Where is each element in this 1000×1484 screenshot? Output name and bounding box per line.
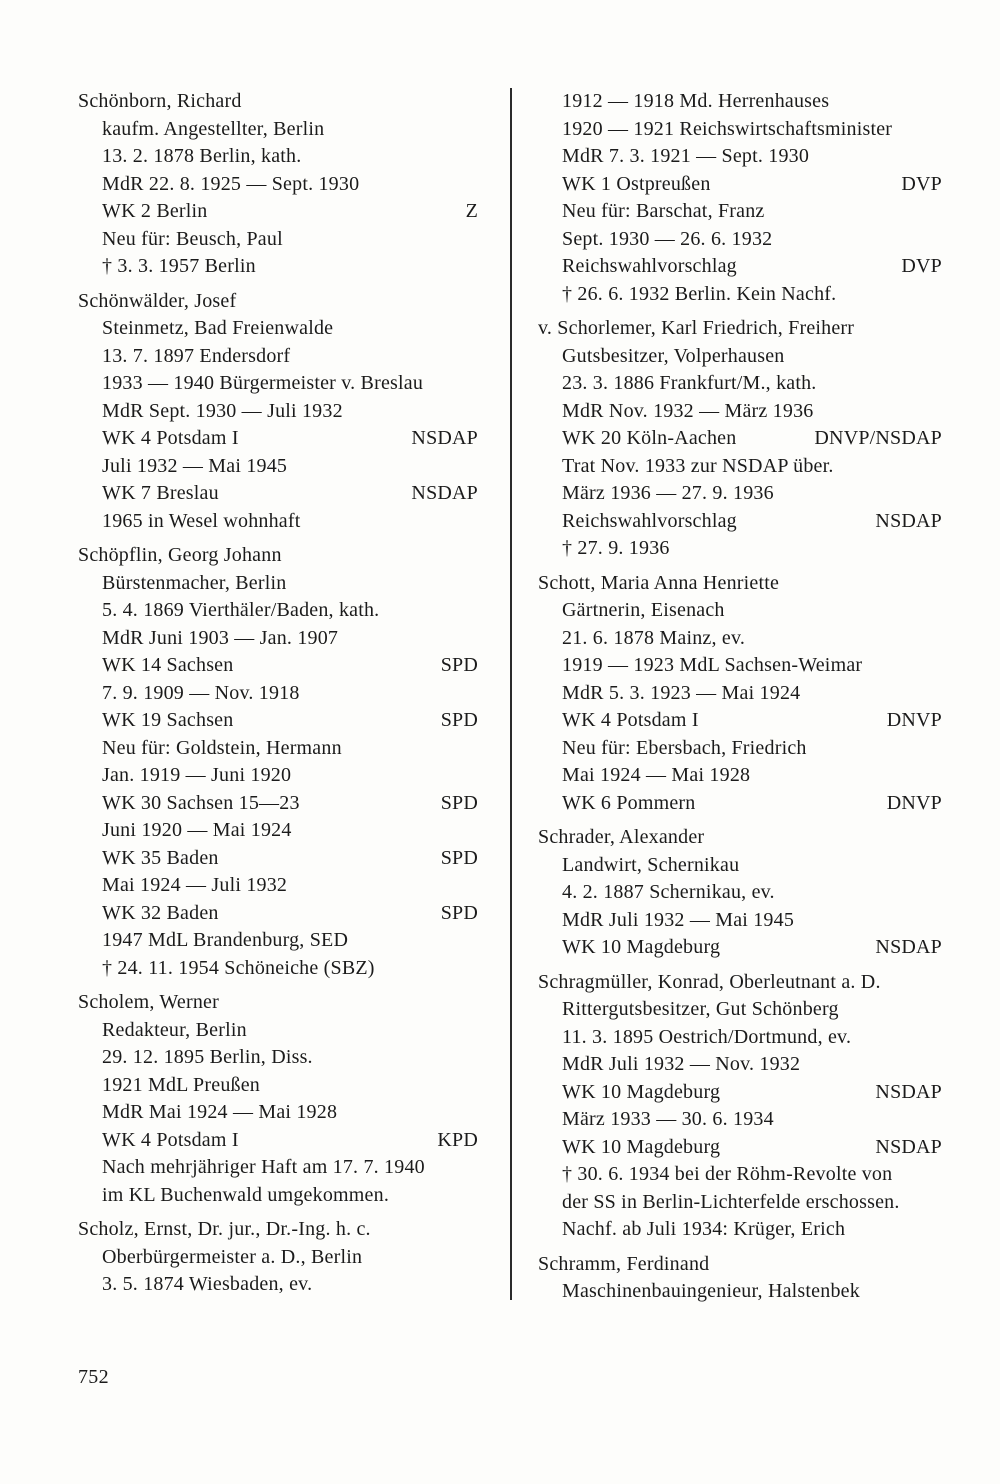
entry-line <box>538 1106 942 1134</box>
entry-line-text: 23. 3. 1886 Frankfurt/M., kath. <box>562 372 817 394</box>
entry-line-text: Neu für: Barschat, Franz <box>562 200 765 222</box>
entry-line <box>538 1024 942 1052</box>
entry-name-text: Schöpflin, Georg Johann <box>78 544 282 566</box>
entry-line-text: der SS in Berlin-Lichterfelde erschossen. <box>562 1190 900 1213</box>
party-label: NSDAP <box>411 427 478 449</box>
entry-line-text: † 3. 3. 1957 Berlin <box>102 255 256 277</box>
entry-line <box>538 735 942 763</box>
entry-line <box>538 707 942 735</box>
entry-line <box>78 1072 478 1100</box>
entry-line <box>538 1134 942 1162</box>
entry-line <box>78 1127 478 1155</box>
entry-line <box>538 535 942 563</box>
entry-line <box>538 1216 942 1244</box>
entry-line-text: Landwirt, Schernikau <box>562 853 740 876</box>
party-label: NSDAP <box>875 509 942 532</box>
entry-line <box>538 762 942 790</box>
entry-name-text: Schönwälder, Josef <box>78 289 237 312</box>
right-column <box>538 88 942 1313</box>
entry-name <box>538 824 942 852</box>
entry-line <box>78 1099 478 1127</box>
entry-line <box>538 996 942 1024</box>
entry-line <box>78 480 478 508</box>
entry-line-text: † 24. 11. 1954 Schöneiche (SBZ) <box>102 956 375 979</box>
entry-line <box>538 281 942 309</box>
entry-line <box>78 1271 478 1299</box>
entry-line <box>538 226 942 254</box>
entry-line <box>538 253 942 281</box>
entry-line <box>78 425 478 453</box>
entry-name <box>78 288 478 316</box>
party-label: DVP <box>901 255 942 277</box>
entry-name <box>78 542 478 570</box>
entry-line-text: † 26. 6. 1932 Berlin. Kein Nachf. <box>562 282 837 305</box>
party-label: NSDAP <box>411 482 478 504</box>
party-label: DNVP/NSDAP <box>814 427 942 449</box>
entry-line-text: Mai 1924 — Mai 1928 <box>562 764 751 786</box>
entry-line <box>78 315 478 343</box>
entry-line-text: 1965 in Wesel wohnhaft <box>102 509 301 532</box>
entry-line <box>78 1044 478 1072</box>
entry-line-text: MdR 7. 3. 1921 — Sept. 1930 <box>562 145 810 167</box>
biography-entry <box>78 989 478 1209</box>
entry-line-text: Gutsbesitzer, Volperhausen <box>562 344 785 367</box>
entry-line <box>78 1154 478 1182</box>
entry-line-text: Neu für: Goldstein, Hermann <box>102 736 342 759</box>
entry-line-text: 1919 — 1923 MdL Sachsen-Weimar <box>562 654 863 676</box>
entry-line <box>538 343 942 371</box>
entry-line-text: Maschinenbauingenieur, Halstenbek <box>562 1280 860 1302</box>
entry-line <box>538 508 942 536</box>
entry-name <box>538 1251 942 1279</box>
entry-line <box>538 398 942 426</box>
entry-name <box>78 88 478 116</box>
entry-line-text: WK 20 Köln-Aachen <box>562 427 737 449</box>
entry-line <box>538 907 942 935</box>
biography-entry <box>538 824 942 962</box>
entry-line <box>78 453 478 481</box>
entry-line-text: † 30. 6. 1934 bei der Röhm-Revolte von <box>562 1163 893 1185</box>
entry-line-text: März 1936 — 27. 9. 1936 <box>562 482 774 504</box>
biography-entry <box>538 1251 942 1306</box>
entry-line <box>538 879 942 907</box>
entry-line <box>78 1017 478 1045</box>
entry-line <box>78 927 478 955</box>
entry-line <box>538 1278 942 1306</box>
party-label: SPD <box>440 846 478 869</box>
entry-line-text: 1947 MdL Brandenburg, SED <box>102 929 349 951</box>
entry-name-text: Scholem, Werner <box>78 991 219 1013</box>
entry-line-text: WK 4 Potsdam I <box>102 1128 239 1151</box>
entry-line-text: Gärtnerin, Eisenach <box>562 599 725 621</box>
entry-name <box>538 969 942 997</box>
entry-line <box>78 762 478 790</box>
entry-name-text: Schragmüller, Konrad, Oberleutnant a. D. <box>538 970 881 993</box>
entry-line-text: Trat Nov. 1933 zur NSDAP über. <box>562 454 834 477</box>
entry-line <box>538 453 942 481</box>
entry-line <box>78 680 478 708</box>
entry-line-text: im KL Buchenwald umgekommen. <box>102 1183 390 1206</box>
entry-name <box>78 989 478 1017</box>
entry-line-text: WK 4 Potsdam I <box>102 427 239 449</box>
entry-line <box>538 1051 942 1079</box>
entry-line-text: WK 6 Pommern <box>562 791 696 814</box>
entry-line <box>78 1244 478 1272</box>
biography-entry <box>78 1216 478 1299</box>
entry-line-text: 1933 — 1940 Bürgermeister v. Breslau <box>102 372 424 394</box>
entry-line <box>78 116 478 144</box>
entry-line-text: WK 10 Magdeburg <box>562 1135 721 1158</box>
entry-line-text: 3. 5. 1874 Wiesbaden, ev. <box>102 1273 313 1295</box>
entry-line-text: MdR 5. 3. 1923 — Mai 1924 <box>562 681 801 704</box>
entry-line <box>78 370 478 398</box>
entry-line <box>538 934 942 962</box>
entry-line <box>78 625 478 653</box>
entry-line <box>538 171 942 199</box>
biography-entry <box>538 969 942 1244</box>
party-label: DNVP <box>886 709 942 731</box>
entry-line <box>78 570 478 598</box>
entry-name <box>78 1216 478 1244</box>
entry-name <box>538 315 942 343</box>
entry-line <box>78 735 478 763</box>
entry-line <box>538 480 942 508</box>
entry-line <box>538 597 942 625</box>
entry-line-text: Bürstenmacher, Berlin <box>102 571 287 594</box>
entry-line-text: 13. 2. 1878 Berlin, kath. <box>102 145 302 167</box>
entry-line-text: 5. 4. 1869 Vierthäler/Baden, kath. <box>102 599 380 621</box>
entry-line-text: Nach mehrjähriger Haft am 17. 7. 1940 <box>102 1156 425 1178</box>
biography-entry <box>78 542 478 982</box>
entry-line <box>538 852 942 880</box>
entry-line-text: Steinmetz, Bad Freienwalde <box>102 317 334 339</box>
entry-line-text: WK 2 Berlin <box>102 200 208 222</box>
entry-line <box>538 680 942 708</box>
entry-line-text: Sept. 1930 — 26. 6. 1932 <box>562 227 773 250</box>
party-label: NSDAP <box>875 1135 942 1158</box>
entry-line-text: 29. 12. 1895 Berlin, Diss. <box>102 1046 313 1068</box>
biography-entry <box>78 288 478 536</box>
entry-line-text: Oberbürgermeister a. D., Berlin <box>102 1245 363 1268</box>
entry-line-text: WK 10 Magdeburg <box>562 1080 721 1103</box>
entry-line-text: MdR Sept. 1930 — Juli 1932 <box>102 399 343 422</box>
biography-entry <box>538 88 942 308</box>
entry-line-text: WK 10 Magdeburg <box>562 936 721 958</box>
entry-line-text: kaufm. Angestellter, Berlin <box>102 117 325 140</box>
entry-line <box>538 652 942 680</box>
entry-line-text: 11. 3. 1895 Oestrich/Dortmund, ev. <box>562 1025 852 1048</box>
page-number: 752 <box>78 1366 109 1388</box>
entry-line <box>78 845 478 873</box>
entry-line-text: MdR Juli 1932 — Mai 1945 <box>562 908 795 931</box>
party-label: KPD <box>437 1128 478 1151</box>
entry-line <box>538 790 942 818</box>
entry-line-text: Neu für: Beusch, Paul <box>102 227 283 250</box>
entry-line <box>78 872 478 900</box>
entry-line-text: Mai 1924 — Juli 1932 <box>102 874 288 896</box>
entry-name-text: Schott, Maria Anna Henriette <box>538 571 780 594</box>
entry-line-text: MdR Juli 1932 — Nov. 1932 <box>562 1053 801 1075</box>
entry-line <box>538 88 942 116</box>
entry-name-text: Scholz, Ernst, Dr. jur., Dr.-Ing. h. c. <box>78 1218 371 1240</box>
entry-line <box>78 226 478 254</box>
entry-line-text: WK 19 Sachsen <box>102 709 234 731</box>
party-label: SPD <box>440 901 478 924</box>
column-divider <box>510 88 512 1300</box>
entry-line-text: 13. 7. 1897 Endersdorf <box>102 344 291 367</box>
party-label: SPD <box>440 791 478 814</box>
entry-line-text: Redakteur, Berlin <box>102 1018 247 1041</box>
entry-name-text: Schrader, Alexander <box>538 826 705 848</box>
entry-line <box>538 625 942 653</box>
entry-line-text: WK 14 Sachsen <box>102 654 234 676</box>
entry-line-text: Rittergutsbesitzer, Gut Schönberg <box>562 998 839 1020</box>
entry-line <box>538 143 942 171</box>
entry-line-text: MdR Nov. 1932 — März 1936 <box>562 399 814 422</box>
entry-name-text: Schönborn, Richard <box>78 90 242 112</box>
party-label: NSDAP <box>875 1080 942 1103</box>
entry-line <box>78 790 478 818</box>
entry-line-text: Neu für: Ebersbach, Friedrich <box>562 736 807 759</box>
entry-line-text: Nachf. ab Juli 1934: Krüger, Erich <box>562 1218 846 1240</box>
entry-line-text: MdR Mai 1924 — Mai 1928 <box>102 1101 338 1123</box>
entry-line <box>538 1079 942 1107</box>
entry-line-text: † 27. 9. 1936 <box>562 537 670 559</box>
entry-line <box>78 253 478 281</box>
entry-line <box>538 116 942 144</box>
entry-line <box>78 398 478 426</box>
entry-line-text: MdR 22. 8. 1925 — Sept. 1930 <box>102 172 360 195</box>
entry-line <box>78 143 478 171</box>
entry-line-text: WK 1 Ostpreußen <box>562 172 711 195</box>
entry-line-text: WK 4 Potsdam I <box>562 709 699 731</box>
entry-line <box>538 198 942 226</box>
entry-line <box>78 508 478 536</box>
entry-line-text: 1912 — 1918 Md. Herrenhauses <box>562 90 830 112</box>
entry-line-text: WK 7 Breslau <box>102 482 219 504</box>
entry-line-text: Reichswahlvorschlag <box>562 255 737 277</box>
entry-line-text: Reichswahlvorschlag <box>562 509 737 532</box>
party-label: SPD <box>440 709 478 731</box>
entry-line <box>78 900 478 928</box>
entry-name <box>538 570 942 598</box>
entry-line <box>78 171 478 199</box>
left-column <box>78 88 478 1306</box>
entry-line-text: WK 30 Sachsen 15—23 <box>102 791 300 814</box>
party-label: Z <box>465 200 478 222</box>
entry-name-text: Schramm, Ferdinand <box>538 1252 710 1275</box>
entry-line <box>78 198 478 226</box>
entry-line-text: Juli 1932 — Mai 1945 <box>102 454 288 477</box>
entry-line-text: Jan. 1919 — Juni 1920 <box>102 764 292 786</box>
entry-line <box>78 955 478 983</box>
party-label: DVP <box>901 172 942 195</box>
entry-line <box>78 343 478 371</box>
entry-line-text: WK 32 Baden <box>102 901 219 924</box>
party-label: NSDAP <box>875 936 942 958</box>
entry-line-text: 7. 9. 1909 — Nov. 1918 <box>102 681 300 704</box>
entry-line-text: Juni 1920 — Mai 1924 <box>102 819 292 841</box>
entry-line-text: März 1933 — 30. 6. 1934 <box>562 1108 774 1130</box>
entry-name-text: v. Schorlemer, Karl Friedrich, Freiherr <box>538 317 855 339</box>
biography-entry <box>538 315 942 563</box>
biography-entry <box>78 88 478 281</box>
entry-line-text: 1921 MdL Preußen <box>102 1073 260 1096</box>
biography-entry <box>538 570 942 818</box>
entry-line-text: 1920 — 1921 Reichswirtschaftsminister <box>562 117 893 140</box>
entry-line <box>78 1182 478 1210</box>
entry-line <box>78 652 478 680</box>
entry-line <box>78 597 478 625</box>
entry-line <box>538 370 942 398</box>
party-label: DNVP <box>886 791 942 814</box>
entry-line <box>78 707 478 735</box>
party-label: SPD <box>440 654 478 676</box>
entry-line <box>538 1189 942 1217</box>
entry-line-text: 4. 2. 1887 Schernikau, ev. <box>562 881 775 903</box>
entry-line <box>538 425 942 453</box>
entry-line-text: WK 35 Baden <box>102 846 219 869</box>
entry-line-text: MdR Juni 1903 — Jan. 1907 <box>102 626 339 649</box>
entry-line <box>78 817 478 845</box>
entry-line <box>538 1161 942 1189</box>
entry-line-text: 21. 6. 1878 Mainz, ev. <box>562 626 746 649</box>
